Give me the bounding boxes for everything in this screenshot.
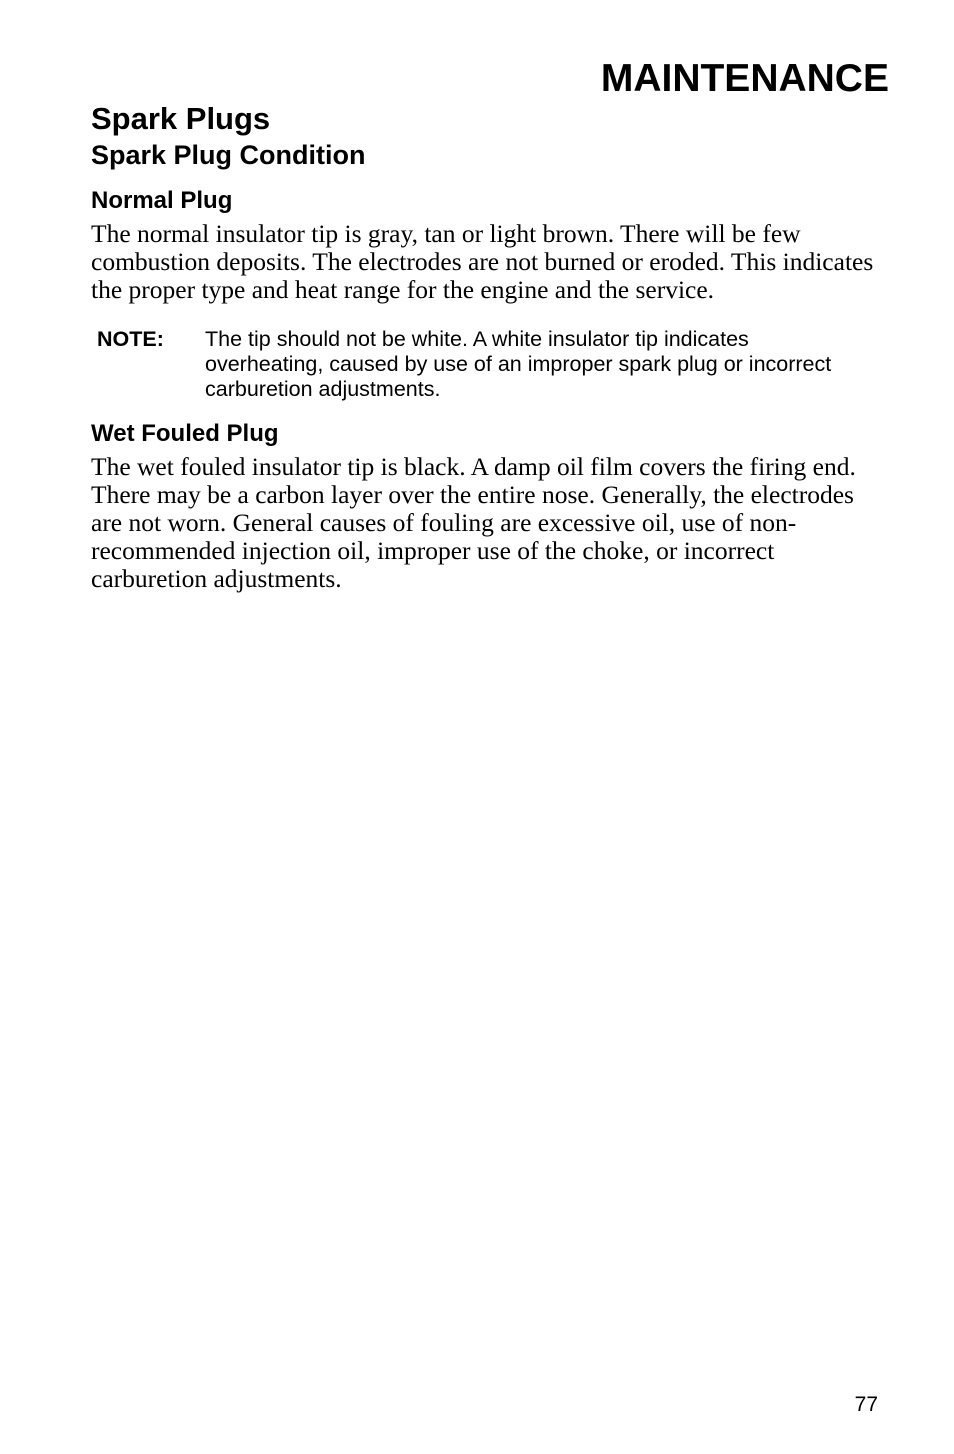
normal-plug-body: The normal insulator tip is gray, tan or light brown. There will be few combustion deposits. The electrodes are not burned or eroded. This indicates the proper type and heat range for the engine and the service. [91, 219, 874, 304]
normal-plug-heading: Normal Plug [91, 187, 233, 214]
note-label: NOTE: [97, 327, 164, 352]
page-title: Spark Plugs [91, 101, 271, 136]
page-number: 77 [854, 1393, 878, 1416]
wet-fouled-plug-body: The wet fouled insulator tip is black. A damp oil film covers the firing end. There may be a carbon layer over the entire nose. Generally, the electrodes are not worn. General causes of fouling are excessive oil, use of non-recommended injection oil, improper use of the choke, or incorrect carburetion adjustments. [91, 452, 856, 593]
section-header: MAINTENANCE [600, 57, 889, 100]
subsection-title: Spark Plug Condition [91, 140, 366, 170]
page-content [91, 100, 891, 592]
note-block [97, 327, 891, 402]
note-text: The tip should not be white. A white insulator tip indicates overheating, caused by use of an improper spark plug or incorrect carburetion adjustments. [205, 327, 832, 402]
wet-fouled-plug-heading: Wet Fouled Plug [91, 420, 279, 448]
